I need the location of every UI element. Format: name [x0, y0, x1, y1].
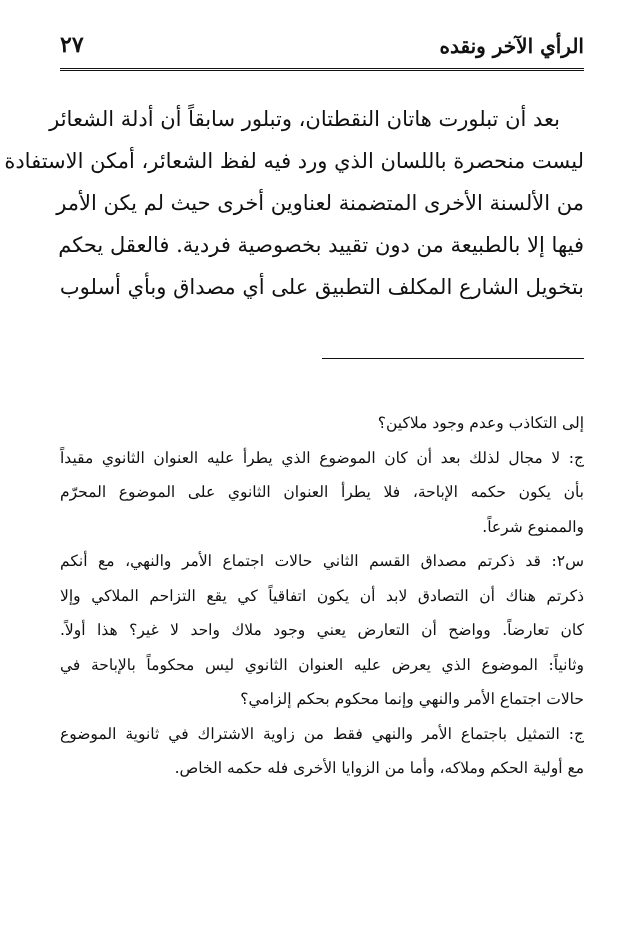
footnote-line: ج: التمثيل باجتماع الأمر والنهي فقط من زاوية الاشتراك في ثانوية الموضوع	[60, 724, 584, 743]
header-title: الرأي الآخر ونقده	[439, 34, 584, 58]
main-text-line: ليست منحصرة باللسان الذي ورد فيه لفظ الشعائر، أمكن الاستفادة	[4, 149, 584, 173]
footnote-line: إلى التكاذب وعدم وجود ملاكين؟	[377, 414, 584, 432]
main-text-line: من الألسنة الأخرى المتضمنة لعناوين أخرى حيث لم يكن الأمر	[56, 191, 584, 215]
main-text-line: بتخويل الشارع المكلف التطبيق على أي مصداق وبأي أسلوب	[59, 275, 584, 299]
footnotes	[60, 406, 584, 786]
footnote-line: ج: لا مجال لذلك بعد أن كان الموضوع الذي يطرأ عليه العنوان الثانوي مقيداً	[60, 448, 584, 467]
running-header	[60, 28, 584, 71]
footnote-divider	[322, 358, 584, 359]
book-page	[4, 28, 584, 908]
footnote-line: والممنوع شرعاً.	[482, 517, 584, 536]
footnote-line: حالات اجتماع الأمر والنهي وإنما محكوم بحكم إلزامي؟	[240, 690, 584, 708]
footnote-line: مع أولية الحكم وملاكه، وأما من الزوايا الأخرى فله حكمه الخاص.	[174, 759, 584, 777]
footnote-line: بأن يكون حكمه الإباحة، فلا يطرأ العنوان الثانوي على الموضوع المحرّم	[60, 483, 584, 501]
footnote-line: وثانياً: الموضوع الذي يعرض عليه العنوان الثانوي ليس محكوماً بالإباحة في	[60, 655, 584, 674]
footnote-line: ذكرتم هناك أن التصادق لابد أن يكون اتفاقياً كي يقع التزاحم الملاكي وإلا	[60, 586, 584, 605]
main-text-line: بعد أن تبلورت هاتان النقطتان، وتبلور سابقاً أن أدلة الشعائر	[49, 107, 560, 131]
page-number: ٢٧	[60, 32, 84, 58]
main-text-line: فيها إلا بالطبيعة من دون تقييد بخصوصية فردية. فالعقل يحكم	[58, 233, 584, 257]
main-text	[4, 98, 584, 308]
footnote-line: س٢: قد ذكرتم مصداق القسم الثاني حالات اجتماع الأمر والنهي، مع أنكم	[60, 552, 584, 570]
footnote-line: كان تعارضاً. وواضح أن التعارض يعني وجود ملاك واحد لا غير؟ هذا أولاً.	[60, 621, 584, 639]
